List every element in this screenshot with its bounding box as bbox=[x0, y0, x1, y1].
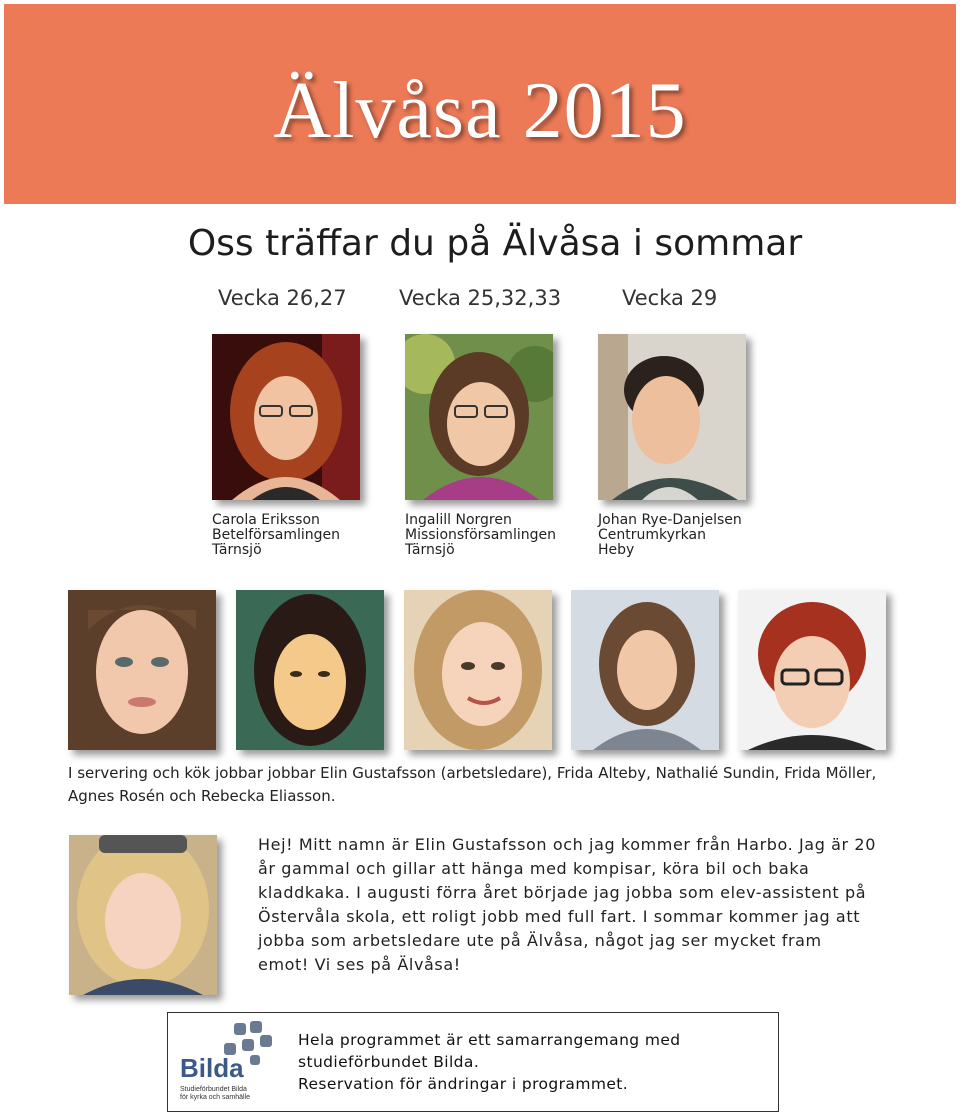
leader-church: Centrumkyrkan bbox=[598, 527, 706, 543]
elin-photo bbox=[69, 835, 217, 995]
page-title: Älvåsa 2015 bbox=[273, 67, 687, 155]
leader-church: Betelförsamlingen bbox=[212, 527, 340, 543]
title-banner bbox=[4, 4, 956, 204]
leader-place: Tärnsjö bbox=[405, 542, 455, 558]
leader-name: Johan Rye-Danjelsen bbox=[598, 512, 742, 528]
info-line-1: Hela programmet är ett samarrangemang med bbox=[298, 1031, 681, 1049]
elin-intro-text: Hej! Mitt namn är Elin Gustafsson och jag kommer från Harbo. Jag är 20 år gammal och gillar att hänga med kompisar, köra bil och baka kladdkaka. I augusti förra året började jag jobba som elev-assistent på Östervåla skola, ett roligt jobb med full fart. I sommar kommer jag att jobba som arbetsledare ute på Älvåsa, något jag ser mycket fram emot! Vi ses på Älvåsa! bbox=[258, 835, 876, 974]
staff-photo-4 bbox=[571, 590, 719, 750]
staff-photo-5 bbox=[738, 590, 886, 750]
week-label-2: Vecka 25,32,33 bbox=[399, 286, 562, 310]
info-line-2: studieförbundet Bilda. bbox=[298, 1053, 480, 1071]
kitchen-staff-text: I servering och kök jobbar jobbar Elin Gustafsson (arbetsledare), Frida Alteby, Nathalié Sundin, Frida Möller, Agnes Rosén och Rebecka Eliasson. bbox=[68, 764, 877, 805]
leader-name: Ingalill Norgren bbox=[405, 512, 512, 528]
leader-place: Tärnsjö bbox=[212, 542, 262, 558]
leader-photo-johan bbox=[598, 334, 746, 500]
subtitle: Oss träffar du på Älvåsa i sommar bbox=[187, 223, 803, 264]
leader-place: Heby bbox=[598, 542, 635, 558]
staff-photo-1 bbox=[68, 590, 216, 750]
leader-caption-1 bbox=[212, 513, 340, 558]
leader-caption-2 bbox=[405, 513, 556, 558]
logo-subtext-2: för kyrka och samhälle bbox=[180, 1094, 251, 1101]
staff-photo-2 bbox=[236, 590, 384, 750]
info-line-3: Reservation för ändringar i programmet. bbox=[298, 1075, 629, 1093]
logo-wordmark: Bilda bbox=[180, 1053, 244, 1083]
week-label-1: Vecka 26,27 bbox=[218, 286, 347, 310]
week-label-3: Vecka 29 bbox=[622, 286, 718, 310]
bilda-logo bbox=[176, 1019, 294, 1105]
leader-name: Carola Eriksson bbox=[212, 512, 320, 528]
info-box bbox=[167, 1012, 779, 1112]
leader-photo-ingalill bbox=[405, 334, 553, 500]
leader-caption-3 bbox=[598, 513, 742, 558]
leader-church: Missionsförsamlingen bbox=[405, 527, 556, 543]
info-text bbox=[298, 1029, 768, 1095]
leader-photo-carola bbox=[212, 334, 360, 500]
logo-subtext-1: Studieförbundet Bilda bbox=[180, 1086, 247, 1093]
staff-photo-3 bbox=[404, 590, 552, 750]
